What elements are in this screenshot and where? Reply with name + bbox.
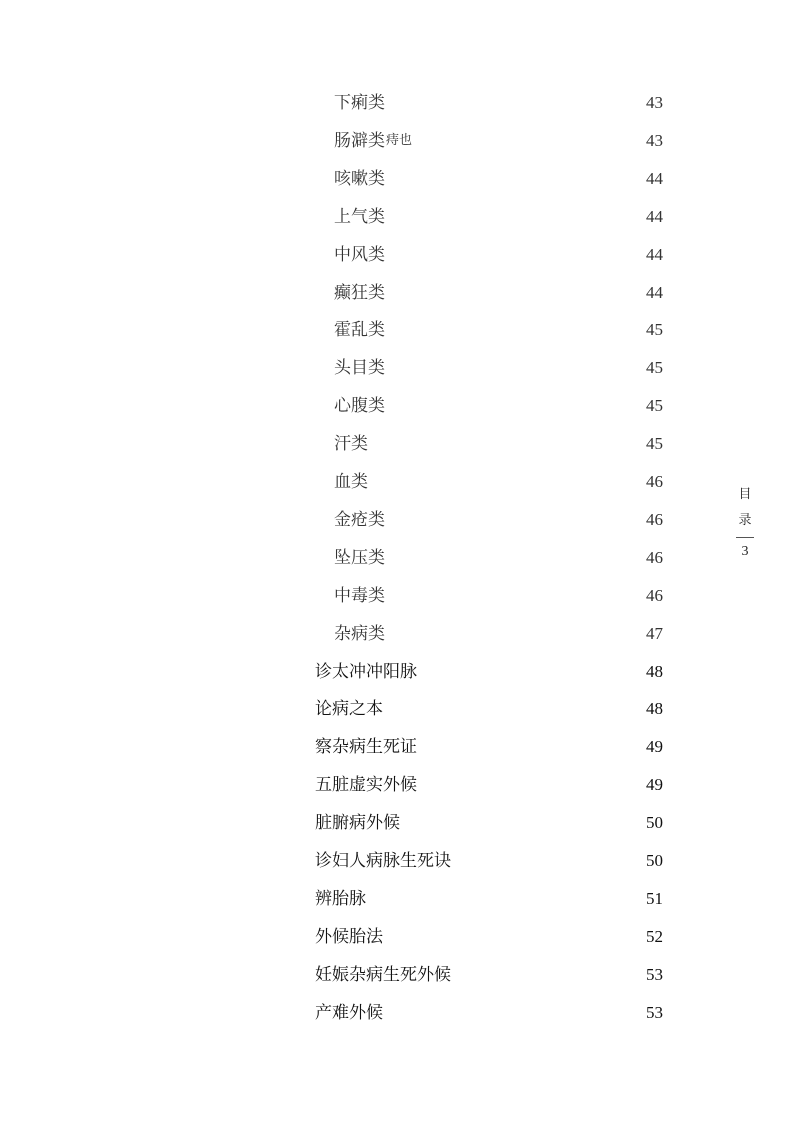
toc-entry-page: 48 [646, 699, 663, 718]
toc-entry[interactable] [334, 393, 663, 419]
toc-entry-title: 癫狂类 [334, 283, 385, 303]
toc-entry[interactable] [315, 810, 663, 836]
toc-entry[interactable] [334, 507, 663, 533]
toc-entry-page: 53 [646, 1003, 663, 1022]
toc-entry-page: 53 [646, 965, 663, 984]
toc-entry-page: 49 [646, 775, 663, 794]
dot-leader [403, 355, 644, 381]
toc-entry[interactable] [334, 166, 663, 192]
toc-entry-title: 诊妇人病脉生死诀 [315, 851, 451, 871]
toc-entry[interactable] [315, 772, 663, 798]
toc-entry-title: 脏腑病外候 [315, 813, 400, 833]
dot-leader [385, 924, 644, 950]
toc-entry-page: 51 [646, 889, 663, 908]
dot-leader [403, 545, 644, 571]
dot-leader [419, 772, 644, 798]
toc-entry-title: 汗类 [334, 434, 368, 454]
toc-entry-page: 43 [646, 131, 663, 150]
page-number: 3 [741, 544, 749, 559]
toc-entry[interactable] [334, 583, 663, 609]
toc-entry-title: 上气类 [334, 207, 385, 227]
side-tab-divider [736, 537, 754, 538]
dot-leader [385, 696, 644, 722]
toc-entry-note: 痔也 [386, 133, 413, 148]
toc-entry-title: 中风类 [334, 245, 385, 265]
dot-leader [402, 810, 644, 836]
dot-leader [403, 621, 644, 647]
dot-leader [419, 659, 644, 685]
toc-entry[interactable] [334, 469, 663, 495]
toc-entry-page: 46 [646, 548, 663, 567]
dot-leader [424, 128, 628, 154]
dot-leader [386, 469, 644, 495]
dot-leader [403, 90, 644, 116]
toc-entry-page: 45 [646, 358, 663, 377]
toc-entry[interactable] [334, 621, 663, 647]
toc-entry-title: 五脏虚实外候 [315, 775, 417, 795]
toc-entry-title: 金疮类 [334, 510, 385, 530]
toc-entry-title: 诊太冲冲阳脉 [315, 662, 417, 682]
toc-entry-title: 心腹类 [334, 396, 385, 416]
dot-leader [403, 583, 644, 609]
toc-entry-page: 46 [646, 472, 663, 491]
toc-entry-page: 44 [646, 169, 663, 188]
toc-entry-title: 咳嗽类 [334, 169, 385, 189]
toc-entry-title: 下痢类 [334, 93, 385, 113]
toc-entry[interactable] [334, 280, 663, 306]
side-tab-char: 目 [738, 487, 752, 502]
toc-entry-title: 头目类 [334, 358, 385, 378]
toc-entry[interactable] [334, 128, 663, 154]
toc-entry-page: 44 [646, 207, 663, 226]
toc-entry-title: 霍乱类 [334, 320, 385, 340]
toc-entry[interactable] [334, 204, 663, 230]
dot-leader [403, 166, 644, 192]
toc-entry[interactable] [315, 734, 663, 760]
toc-entry-page: 44 [646, 283, 663, 302]
toc-entry-title: 外候胎法 [315, 927, 383, 947]
toc-entry-title: 产难外候 [315, 1003, 383, 1023]
toc-entry[interactable] [334, 545, 663, 571]
toc-entry[interactable] [315, 886, 663, 912]
toc-entry-title: 妊娠杂病生死外候 [315, 965, 451, 985]
toc-entry[interactable] [334, 317, 663, 343]
toc-entry-title: 察杂病生死证 [315, 737, 417, 757]
toc-entry-page: 49 [646, 737, 663, 756]
dot-leader [385, 1000, 644, 1026]
toc-entry-title: 杂病类 [334, 624, 385, 644]
toc-entry-page: 47 [646, 624, 663, 643]
toc-entry-page: 48 [646, 662, 663, 681]
toc-entry-title: 论病之本 [315, 699, 383, 719]
dot-leader [403, 242, 644, 268]
toc-entry-title: 坠压类 [334, 548, 385, 568]
toc-entry-title: 血类 [334, 472, 368, 492]
dot-leader [386, 431, 644, 457]
toc-entry[interactable] [315, 696, 663, 722]
dot-leader [403, 507, 644, 533]
dot-leader [453, 962, 644, 988]
toc-entry[interactable] [334, 90, 663, 116]
toc-entry-page: 46 [646, 586, 663, 605]
toc-entry[interactable] [315, 1000, 663, 1026]
toc-entry-page: 45 [646, 320, 663, 339]
toc-entry[interactable] [315, 924, 663, 950]
toc-entry-title: 肠澼类 [334, 131, 385, 151]
toc-entry-page: 45 [646, 434, 663, 453]
dot-leader [419, 734, 644, 760]
toc-entry-page: 50 [646, 851, 663, 870]
toc-entry[interactable] [334, 431, 663, 457]
toc-entry-page: 46 [646, 510, 663, 529]
toc-entry[interactable] [315, 659, 663, 685]
toc-entry[interactable] [334, 242, 663, 268]
toc-entry-title: 中毒类 [334, 586, 385, 606]
side-tab-char: 录 [738, 513, 752, 528]
dot-leader [453, 848, 644, 874]
dot-leader [403, 317, 644, 343]
toc-entry[interactable] [334, 355, 663, 381]
toc-entry-page: 44 [646, 245, 663, 264]
toc-entry-title: 辨胎脉 [315, 889, 366, 909]
dot-leader [403, 204, 644, 230]
toc-entry[interactable] [315, 848, 663, 874]
dot-leader [368, 886, 644, 912]
toc-entry-page: 50 [646, 813, 663, 832]
dot-leader [403, 393, 644, 419]
toc-entry-page: 45 [646, 396, 663, 415]
dot-leader [403, 280, 644, 306]
toc-entry-page: 52 [646, 927, 663, 946]
toc-entry-page: 43 [646, 93, 663, 112]
toc-entry[interactable] [315, 962, 663, 988]
side-section-tab [733, 482, 757, 560]
